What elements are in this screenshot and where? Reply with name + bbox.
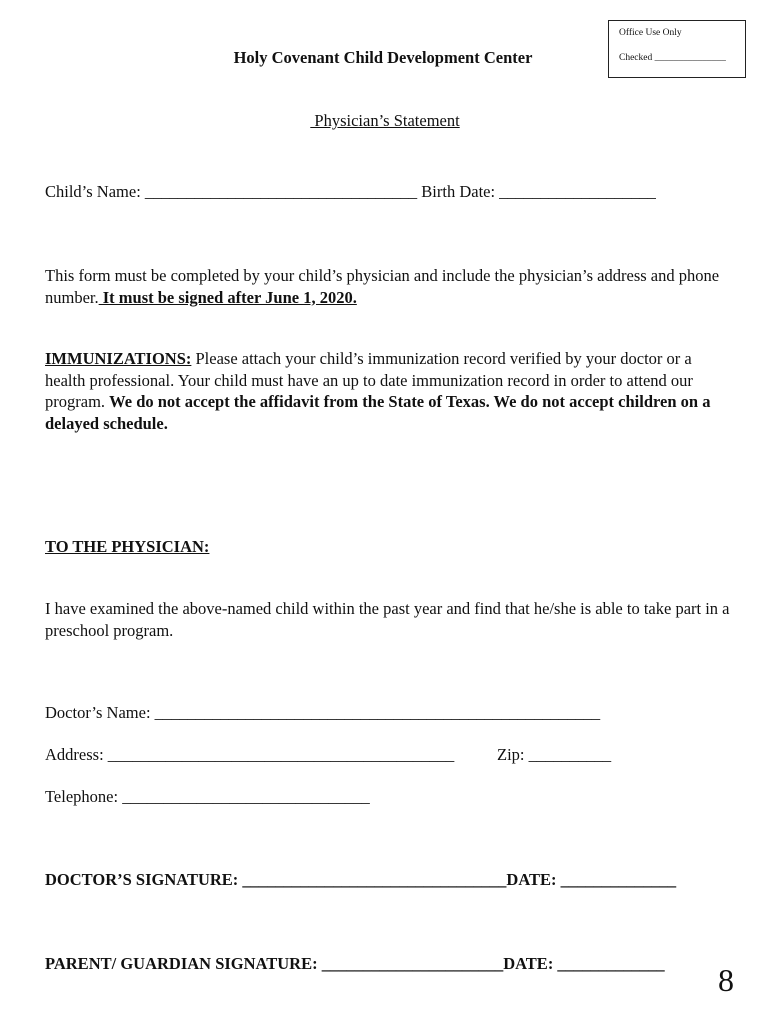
form-title: Physician’s Statement <box>310 111 460 130</box>
immunizations-text: Please attach your child’s immunization record verified by your doctor or a health professional. Your child must have an up to date immunization record in order to attend our program. <box>45 349 693 411</box>
exam-statement: I have examined the above-named child within the past year and find that he/she is able to take part in a preschool program. <box>45 599 730 640</box>
immunizations-policy: We do not accept the affidavit from the State of Texas. We do not accept children on a delayed schedule. <box>45 392 711 433</box>
doctor-name-field[interactable]: Doctor’s Name: ______________________________________________________ <box>45 703 601 722</box>
intro-paragraph <box>45 265 735 308</box>
parent-signature-line[interactable]: PARENT/ GUARDIAN SIGNATURE: ______________________DATE: _____________ <box>45 954 665 973</box>
child-name-birthdate-line[interactable]: Child’s Name: _________________________________ Birth Date: ___________________ <box>45 182 656 201</box>
telephone-field[interactable]: Telephone: ______________________________ <box>45 787 370 806</box>
immunizations-paragraph <box>45 348 735 434</box>
physician-heading: TO THE PHYSICIAN: <box>45 537 210 556</box>
intro-text: This form must be completed by your child’s physician and include the physician’s address and phone number. <box>45 266 720 307</box>
page-number: 8 <box>718 962 734 998</box>
doctor-signature-line[interactable]: DOCTOR’S SIGNATURE: ________________________________DATE: ______________ <box>45 870 677 889</box>
office-checked-field[interactable]: Checked _______________ <box>619 53 726 63</box>
intro-signing-deadline: It must be signed after June 1, 2020. <box>98 287 357 307</box>
organization-title: Holy Covenant Child Development Center <box>233 48 533 67</box>
office-use-title: Office Use Only <box>619 28 682 38</box>
address-field[interactable]: Address: __________________________________________ <box>45 745 455 764</box>
zip-field[interactable]: Zip: __________ <box>497 745 612 764</box>
immunizations-label: IMMUNIZATIONS: <box>45 349 192 368</box>
